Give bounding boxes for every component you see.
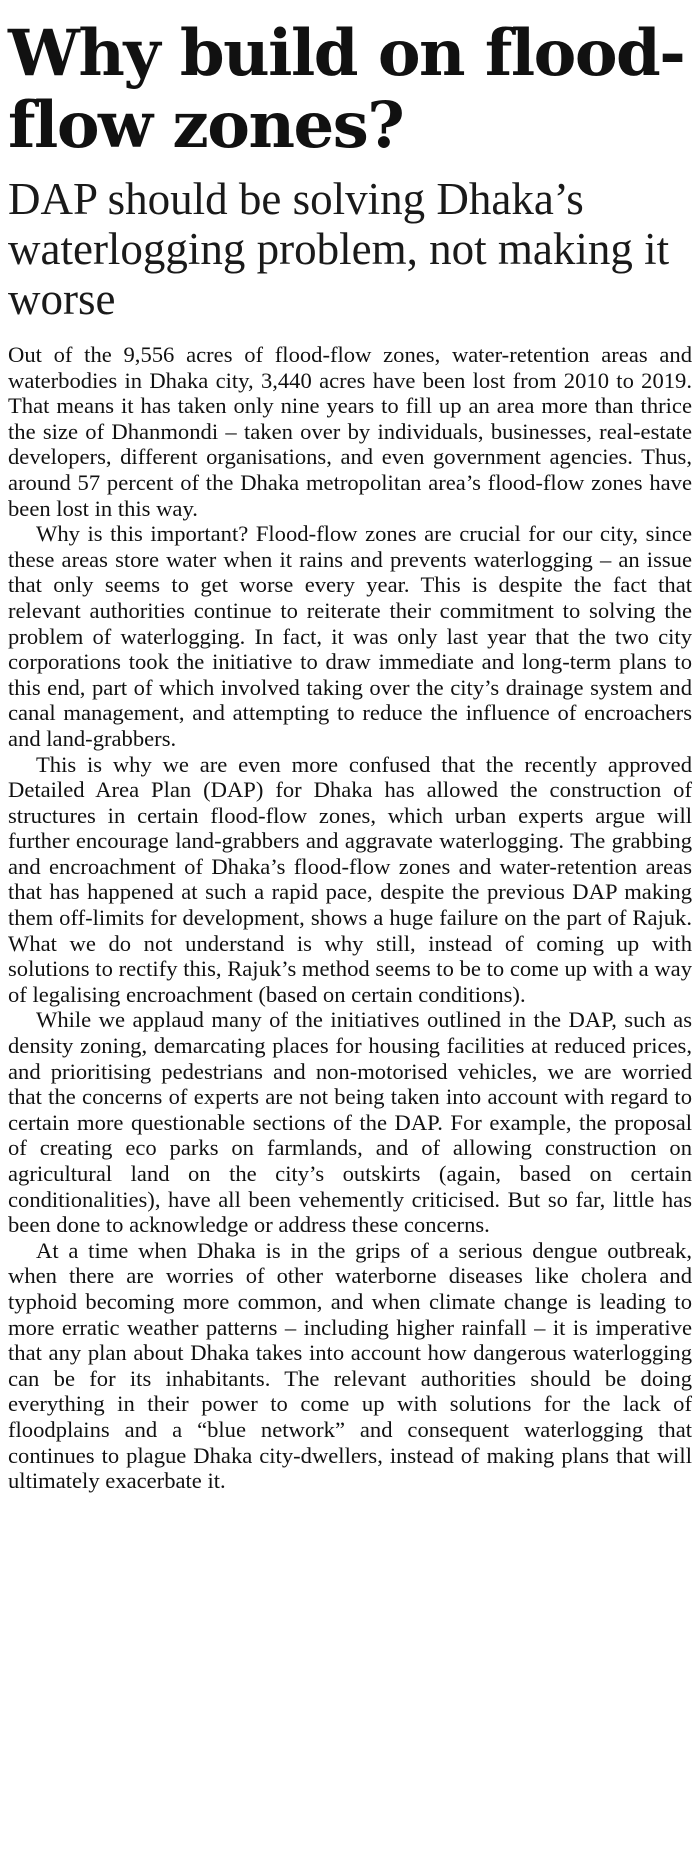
paragraph-3: This is why we are even more confused that the recently approved Detailed Area Plan (DAP) for Dhaka has allowed the construction of structures in certain flood-flow zones, which urban experts argue will further encourage land-grabbers and aggravate waterlogging. The grabbing and encroachment of Dhaka’s flood-flow zones and water-retention areas that has happened at such a rapid pace, despite the previous DAP making them off-limits for development, shows a huge failure on the part of Rajuk. What we do not understand is why still, instead of coming up with solutions to rectify this, Rajuk’s method seems to be to come up with a way of legalising encroachment (based on certain conditions).: [8, 751, 692, 1007]
article-body: [8, 342, 692, 1494]
paragraph-1: Out of the 9,556 acres of flood-flow zones, water-retention areas and waterbodies in Dhaka city, 3,440 acres have been lost from 2010 to 2019. That means it has taken only nine years to fill up an area more than thrice the size of Dhanmondi – taken over by individuals, businesses, real-estate developers, different organisations, and even government agencies. Thus, around 57 percent of the Dhaka metropolitan area’s flood-flow zones have been lost in this way.: [8, 342, 692, 521]
paragraph-5: At a time when Dhaka is in the grips of a serious dengue outbreak, when there are worries of other waterborne diseases like cholera and typhoid becoming more common, and when climate change is leading to more erratic weather patterns – including higher rainfall – it is imperative that any plan about Dhaka takes into account how dangerous waterlogging can be for its inhabitants. The relevant authorities should be doing everything in their power to come up with solutions for the lack of floodplains and a “blue network” and consequent waterlogging that continues to plague Dhaka city-dwellers, instead of making plans that will ultimately exacerbate it.: [8, 1237, 692, 1494]
headline: Why build on flood-flow zones?: [8, 16, 685, 163]
subheadline: DAP should be solving Dhaka’s waterlogging problem, not making it worse: [8, 174, 670, 324]
paragraph-2: Why is this important? Flood-flow zones are crucial for our city, since these areas store water when it rains and prevents waterlogging – an issue that only seems to get worse every year. This is despite the fact that relevant authorities continue to reiterate their commitment to solving the problem of waterlogging. In fact, it was only last year that the two city corporations took the initiative to draw immediate and long-term plans to this end, part of which involved taking over the city’s drainage system and canal management, and attempting to reduce the influence of encroachers and land-grabbers.: [8, 521, 692, 751]
paragraph-4: While we applaud many of the initiatives outlined in the DAP, such as density zoning, demarcating places for housing facilities at reduced prices, and prioritising pedestrians and non-motorised vehicles, we are worried that the concerns of experts are not being taken into account with regard to certain more questionable sections of the DAP. For example, the proposal of creating eco parks on farmlands, and of allowing construction on agricultural land on the city’s outskirts (again, based on certain conditionalities), have all been vehemently criticised. But so far, little has been done to acknowledge or address these concerns.: [8, 1007, 692, 1238]
